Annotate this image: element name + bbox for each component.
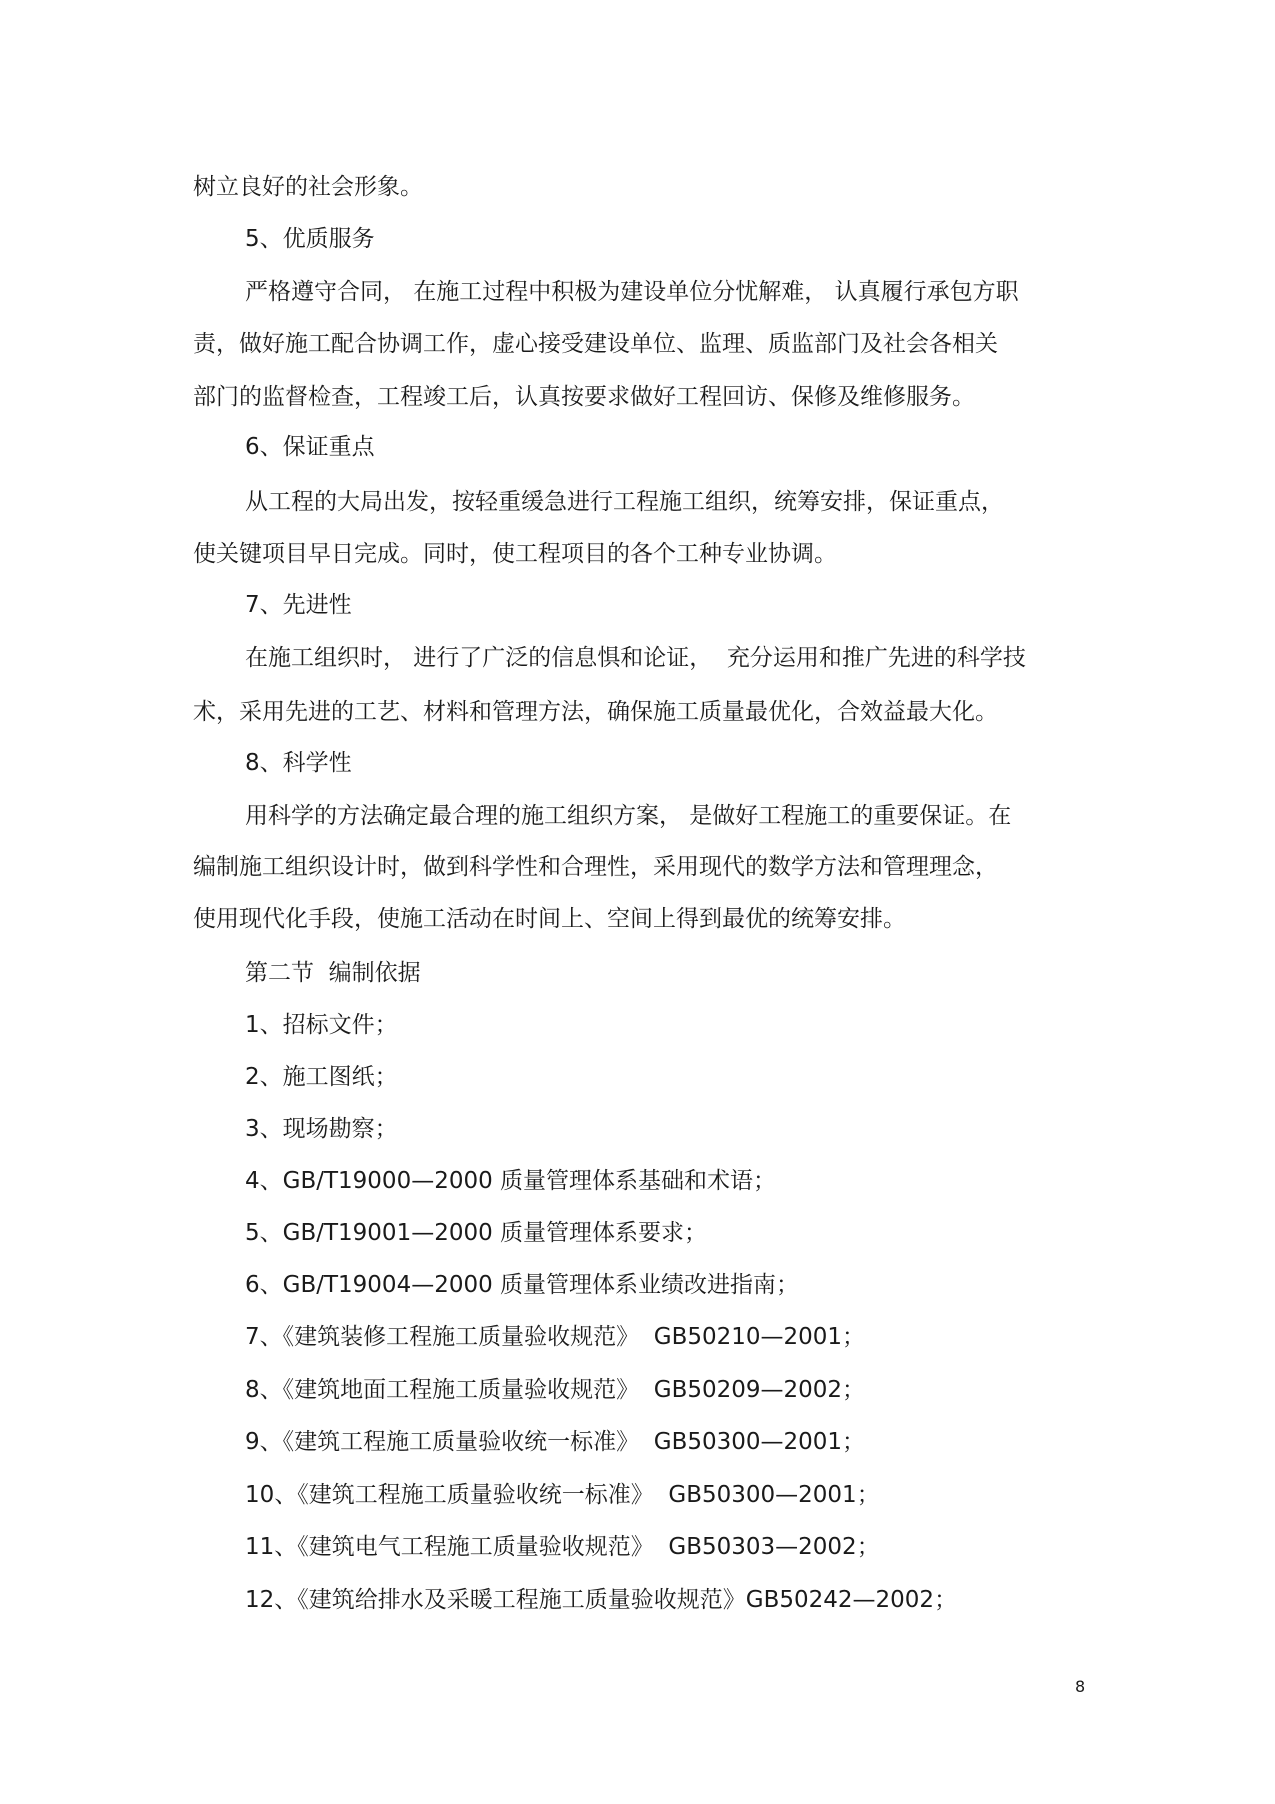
heading-advanced: 7、先进性 — [245, 592, 352, 618]
paragraph-line: 从工程的大局出发，按轻重缓急进行工程施工组织，统筹安排，保证重点， — [245, 489, 1004, 515]
list-item: 2、施工图纸； — [245, 1064, 398, 1090]
paragraph-line: 责，做好施工配合协调工作，虚心接受建设单位、监理、质监部门及社会各相关 — [193, 331, 998, 357]
list-item: 10、《建筑工程施工质量验收统一标准》 GB50300—2001； — [245, 1482, 880, 1508]
paragraph-line: 部门的监督检查，工程竣工后，认真按要求做好工程回访、保修及维修服务。 — [193, 384, 975, 410]
paragraph-line: 使用现代化手段，使施工活动在时间上、空间上得到最优的统筹安排。 — [193, 906, 906, 932]
paragraph-line: 严格遵守合同， 在施工过程中积极为建设单位分忧解难， 认真履行承包方职 — [245, 279, 1019, 305]
paragraph-line: 树立良好的社会形象。 — [193, 174, 423, 200]
heading-quality-service: 5、优质服务 — [245, 226, 375, 252]
list-item: 11、《建筑电气工程施工质量验收规范》 GB50303—2002； — [245, 1534, 880, 1560]
paragraph-line: 用科学的方法确定最合理的施工组织方案， 是做好工程施工的重要保证。在 — [245, 803, 1012, 829]
section-heading: 第二节 编制依据 — [245, 960, 421, 986]
paragraph-line: 使关键项目早日完成。同时，使工程项目的各个工种专业协调。 — [193, 541, 837, 567]
list-item: 6、GB/T19004—2000 质量管理体系业绩改进指南； — [245, 1272, 800, 1298]
paragraph-line: 编制施工组织设计时，做到科学性和合理性，采用现代的数学方法和管理理念， — [193, 854, 998, 880]
heading-scientific: 8、科学性 — [245, 750, 352, 776]
list-item: 7、《建筑装修工程施工质量验收规范》 GB50210—2001； — [245, 1324, 866, 1350]
heading-key-points: 6、保证重点 — [245, 434, 375, 460]
page-number: 8 — [1075, 1677, 1086, 1696]
list-item: 1、招标文件； — [245, 1012, 398, 1038]
list-item: 12、《建筑给排水及采暖工程施工质量验收规范》GB50242—2002； — [245, 1587, 958, 1613]
list-item: 3、现场勘察； — [245, 1116, 398, 1142]
list-item: 5、GB/T19001—2000 质量管理体系要求； — [245, 1220, 708, 1246]
paragraph-line: 在施工组织时， 进行了广泛的信息惧和论证， 充分运用和推广先进的科学技 — [245, 645, 1026, 671]
list-item: 4、GB/T19000—2000 质量管理体系基础和术语； — [245, 1168, 777, 1194]
list-item: 8、《建筑地面工程施工质量验收规范》 GB50209—2002； — [245, 1377, 866, 1403]
list-item: 9、《建筑工程施工质量验收统一标准》 GB50300—2001； — [245, 1429, 866, 1455]
paragraph-line: 术，采用先进的工艺、材料和管理方法，确保施工质量最优化，合效益最大化。 — [193, 699, 998, 725]
